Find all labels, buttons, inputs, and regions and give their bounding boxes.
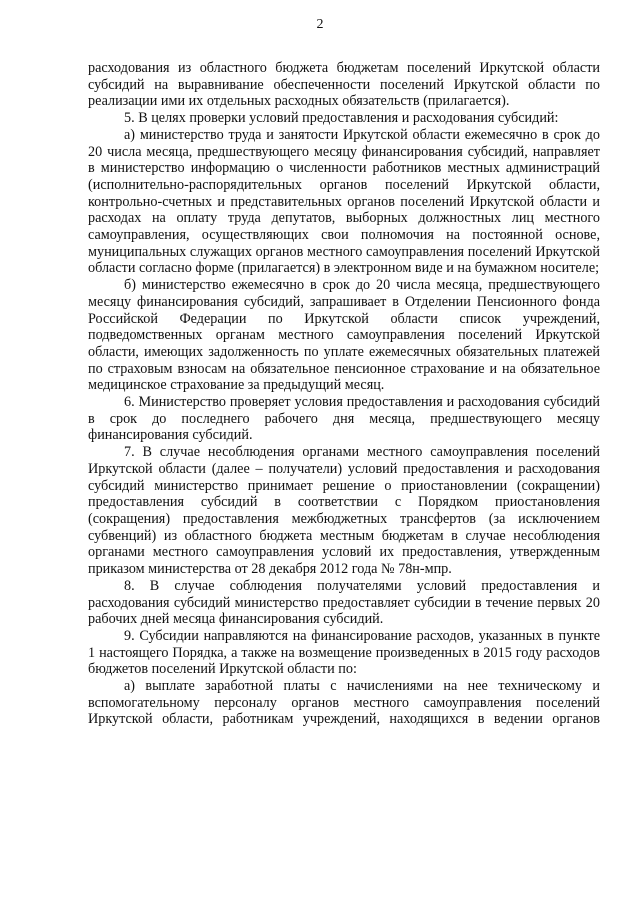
paragraph-item-5: 5. В целях проверки условий предоставления и расходования субсидий: <box>124 110 559 127</box>
paragraph-item-7: 7. В случае несоблюдения органами местного самоуправления поселений Иркутской области (далее – получатели) условий предоставления и расходования субсидий министерство принимает решение о приостановлении (сокращении) предоставления субсидий в соответствии с Порядком приостановления (сокращения) предоставления межбюджетных трансфертов (за исключением субвенций) из областного бюджета местным бюджетам в случае несоблюдения органами местного самоуправления условий их предоставления, утвержденным приказом министерства от 28 декабря 2012 года № 78н-мпр. <box>88 444 600 578</box>
paragraph-item-5a: а) министерство труда и занятости Иркутской области ежемесячно в срок до 20 числа месяца, предшествующего месяцу финансирования субсидий, направляет в министерство информацию о численности работников местных администраций (исполнительно-распорядительных органов поселений Иркутской области, контрольно-счетных и представительных органов поселений Иркутской области и расходах на оплату труда депутатов, выборных должностных лиц местного самоуправления, осуществляющих свои полномочия на постоянной основе, муниципальных служащих органов местного самоуправления поселений Иркутской области согласно форме (прилагается) в электронном виде и на бумажном носителе; <box>88 126 600 277</box>
paragraph-intro-continuation: расходования из областного бюджета бюджетам поселений Иркутской области субсидий на выравнивание обеспеченности поселений Иркутской области по реализации ими их отдельных расходных обязательств (прилагается). <box>88 60 600 110</box>
paragraph-item-5b: б) министерство ежемесячно в срок до 20 числа месяца, предшествующего месяцу финансирования субсидий, запрашивает в Отделении Пенсионного фонда Российской Федерации по Иркутской области список учреждений, подведомственных органам местного самоуправления поселений Иркутской области, имеющих задолженность по уплате ежемесячных обязательных платежей по страховым взносам на обязательное пенсионное страхование и на обязательное медицинское страхование за предыдущий месяц. <box>88 277 600 394</box>
paragraph-item-8: 8. В случае соблюдения получателями условий предоставления и расходования субсидий министерство предоставляет субсидии в течение первых 20 рабочих дней месяца финансирования субсидий. <box>88 577 600 628</box>
paragraph-item-9a: а) выплате заработной платы с начислениями на нее техническому и вспомогательному персоналу органов местного самоуправления поселений Иркутской области, работникам учреждений, находящихся в ведении органов <box>88 678 600 728</box>
document-body <box>88 60 600 728</box>
paragraph-item-9: 9. Субсидии направляются на финансирование расходов, указанных в пункте 1 настоящего Порядка, а также на возмещение произведенных в 2015 году расходов бюджетов поселений Иркутской области по: <box>88 627 600 678</box>
paragraph-item-6: 6. Министерство проверяет условия предоставления и расходования субсидий в срок до последнего рабочего дня месяца, предшествующего месяцу финансирования субсидий. <box>88 394 600 444</box>
page-number: 2 <box>316 17 324 32</box>
